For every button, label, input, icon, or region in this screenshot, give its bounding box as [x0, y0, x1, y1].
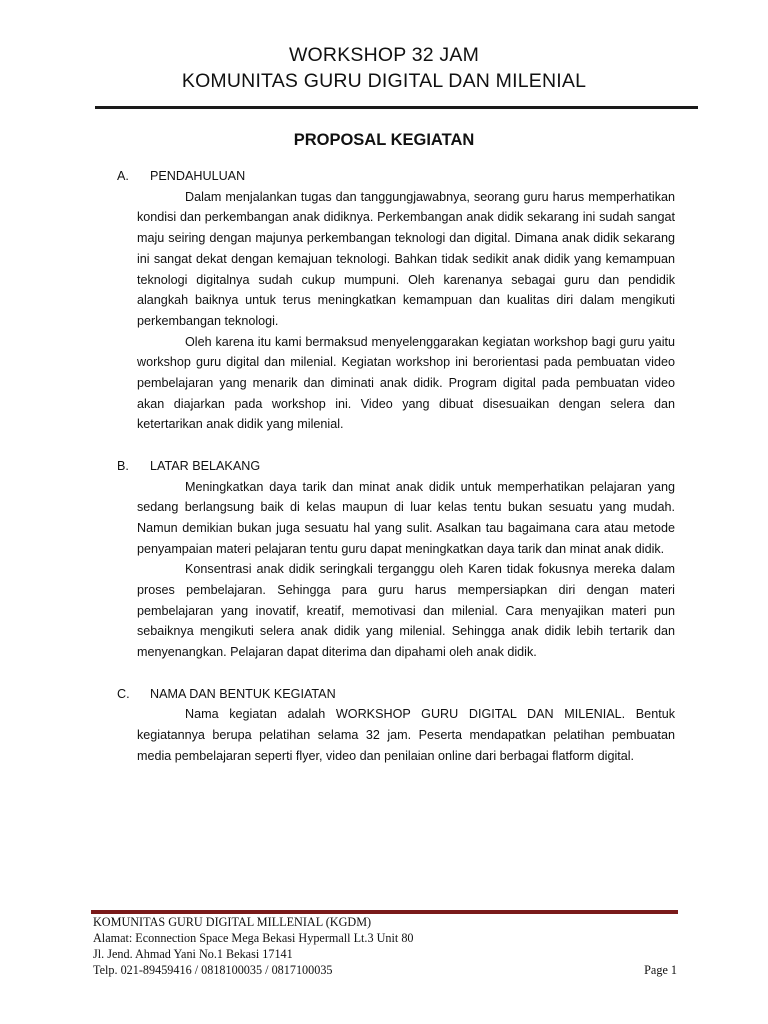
document-body: [117, 166, 675, 787]
page-number: Page 1: [644, 963, 677, 977]
section-letter: B.: [117, 458, 129, 473]
section-latar-belakang: [117, 456, 675, 663]
header-line-2: KOMUNITAS GURU DIGITAL DAN MILENIAL: [181, 70, 587, 92]
header-rule: [95, 106, 698, 109]
document-title: PROPOSAL KEGIATAN: [293, 131, 475, 149]
header-line-1: WORKSHOP 32 JAM: [288, 44, 480, 66]
footer-address-1: Alamat: Econnection Space Mega Bekasi Hypermall Lt.3 Unit 80: [93, 931, 414, 945]
document-header: [0, 42, 768, 94]
paragraph: Meningkatkan daya tarik dan minat anak didik untuk memperhatikan pelajaran yang sedang berlangsung baik di kelas maupun di luar kelas tentu bukan sesuatu yang mudah. Namun demikian bukan juga sesuatu hal yang sulit. Asalkan tau bagaimana cara atau metode penyampaian materi pelajaran tentu guru dapat meningkatkan daya tarik dan minat anak didik.: [137, 479, 675, 556]
section-body: [137, 704, 675, 766]
section-letter: C.: [117, 686, 130, 701]
section-pendahuluan: [117, 166, 675, 435]
paragraph: Nama kegiatan adalah WORKSHOP GURU DIGITAL DAN MILENIAL. Bentuk kegiatannya berupa pelatihan selama 32 jam. Peserta mendapatkan pelatihan pembuatan media pembelajaran seperti flyer, video dan penilaian online dari berbagai flatform digital.: [137, 707, 675, 763]
section-nama-kegiatan: [117, 684, 675, 767]
paragraph: Oleh karena itu kami bermaksud menyelenggarakan kegiatan workshop bagi guru yaitu workshop guru digital dan milenial. Kegiatan workshop ini berorientasi pada pembuatan video pembelajaran yang menarik dan diminati anak didik. Program digital pada pembuatan video akan diajarkan pada workshop ini. Video yang dibuat disesuaikan dengan selera dan ketertarikan anak didik yang milenial.: [137, 334, 675, 432]
section-body: [137, 477, 675, 663]
section-letter: A.: [117, 169, 129, 183]
footer-contact-row: [93, 962, 677, 978]
footer-org: KOMUNITAS GURU DIGITAL MILLENIAL (KGDM): [93, 915, 372, 929]
section-heading: [117, 166, 675, 187]
section-heading: [117, 456, 675, 477]
section-heading: [117, 684, 675, 705]
footer-phone: Telp. 021-89459416 / 0818100035 / 0817100035: [93, 963, 333, 977]
section-title: NAMA DAN BENTUK KEGIATAN: [150, 686, 336, 701]
section-title: LATAR BELAKANG: [150, 458, 261, 473]
document-footer: [93, 914, 677, 978]
paragraph: Dalam menjalankan tugas dan tanggungjawabnya, seorang guru harus memperhatikan kondisi dan perkembangan anak didiknya. Perkembangan anak didik sekarang ini sudah sangat maju seiring dengan majunya perkembangan teknologi dan digital. Dimana anak didik sekarang ini sangat dekat dengan kemajuan teknologi. Bahkan tidak sedikit anak didik yang kemampuan teknologi digitalnya sudah cukup mumpuni. Oleh karenanya sebagai guru dan pendidik alangkah baiknya untuk terus meningkatkan kemampuan dan kualitas diri dalam mengikuti perkembangan teknologi.: [137, 189, 675, 328]
section-body: [137, 187, 675, 435]
paragraph: Konsentrasi anak didik seringkali terganggu oleh Karen tidak fokusnya mereka dalam proses pembelajaran. Sehingga para guru harus mempersiapkan diri dengan materi pembelajaran yang inovatif, kreatif, memotivasi dan milenial. Cara menyajikan materi pun sebaiknya mengikuti selera anak didik yang milenial. Sehingga anak didik lebih tertarik dan menyenangkan. Pelajaran dapat diterima dan dipahami oleh anak didik.: [137, 562, 675, 660]
footer-address-2: Jl. Jend. Ahmad Yani No.1 Bekasi 17141: [93, 947, 293, 961]
section-title: PENDAHULUAN: [150, 169, 246, 183]
